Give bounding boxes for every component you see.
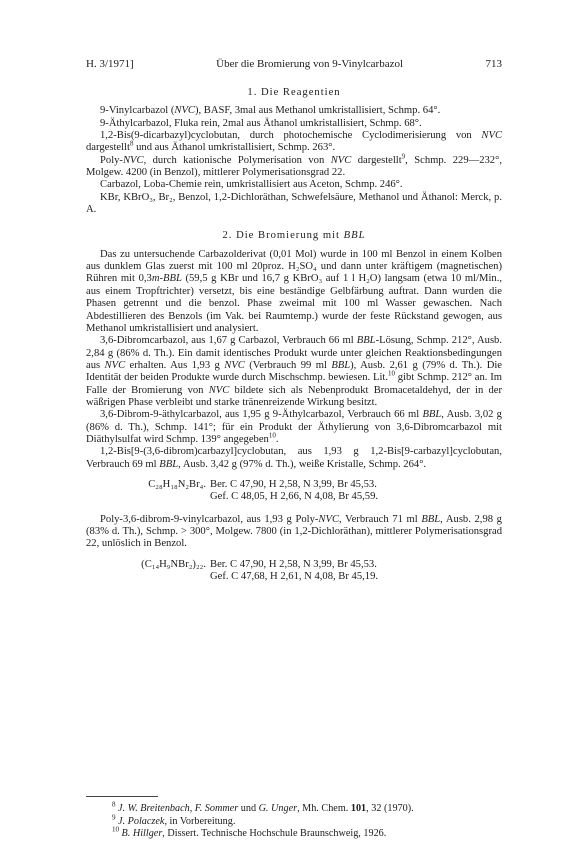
footnotes [86, 796, 502, 841]
paragraph-bis-dibromcarbazyl: 1,2-Bis[9-(3,6-dibrom)carbazyl]cyclobutan, aus 1,93 g 1,2-Bis[9-carbazyl]cyclobutan, Verbrauch 69 ml BBL, Ausb. 3,42 g (97% d. Th.), weiße Kristalle, Schmp. 264°. [86, 446, 502, 470]
running-head [86, 58, 502, 71]
footnote-8: $^8$ J. W. Breitenbach, F. Sommer und G. Unger, Mh. Chem. 101, 32 (1970). [112, 800, 414, 814]
section-heading-bromination: 2. Die Bromierung mit BBL [222, 230, 366, 242]
analysis-calculated: Ber. C 47,90, H 2,58, N 3,99, Br 45,53. [210, 478, 377, 490]
running-title: Über die Bromierung von 9-Vinylcarbazol [216, 58, 404, 70]
paragraph-dibrom-ethylcarbazol: 3,6-Dibrom-9-äthylcarbazol, aus 1,95 g 9-Äthylcarbazol, Verbrauch 66 ml BBL, Ausb. 3,02 g (86% d. Th.), Schmp. 141°; für ein Produkt der Äthylierung von 3,6-Dibromcarbazol mit Diäthylsulfat wird Schmp. 139° angegeben$^{10}$. [86, 409, 502, 445]
analysis-formula: (C₁₄H₉NBr₂)₂₂. [141, 558, 206, 570]
paragraph-cyclobutan: 1,2-Bis(9-dicarbazyl)cyclobutan, durch photochemische Cyclodimerisierung von NVC dargestellt$^8$ und aus Äthanol umkristallisiert, Schmp. 263°. [86, 130, 503, 154]
journal-issue: H. 3/1971] [86, 58, 134, 70]
elemental-analysis-1 [86, 479, 502, 504]
paragraph-ethylcarbazol: 9-Äthylcarbazol, Fluka rein, 2mal aus Äthanol umkristallisiert, Schmp. 68°. [100, 117, 422, 129]
footnote-10: $^{10}$ B. Hillger, Dissert. Technische Hochschule Braunschweig, 1926. [112, 825, 387, 839]
analysis-calculated: Ber. C 47,90, H 2,58, N 3,99, Br 45,53. [210, 558, 377, 570]
analysis-found: Gef. C 47,68, H 2,61, N 4,08, Br 45,19. [210, 571, 379, 583]
page-number: 713 [485, 58, 502, 70]
section-heading-reagents: 1. Die Reagentien [247, 87, 341, 98]
paragraph-poly-nvc: Poly-NVC, durch kationische Polymerisation von NVC dargestellt$^9$, Schmp. 229—232°, Molgew. 4200 (in Benzol), mittlerer Polymerisationsgrad 22. [86, 152, 502, 179]
elemental-analysis-2 [86, 559, 502, 584]
footnote-9: $^9$ J. Polaczek, in Vorbereitung. [112, 813, 236, 827]
paragraph-procedure: Das zu untersuchende Carbazolderivat (0,01 Mol) wurde in 100 ml Benzol in einem Kolben aus dunklem Glas zuerst mit 100 ml 20proz. H₂SO₄ und dann unter kräftigem (magnetischen) Rühren mit 0,3m-BBL (59,5 g KBr und 16,7 g KBrO₃ auf 1 l H₂O) langsam (etwa 10 ml/Min., aus einem Tropftrichter) versetzt, bis eine beständige Gelbfärbung auftrat. Dann wurden die Phasen getrennt und die benzol. Phase zweimal mit 100 ml Wasser gewaschen. Nach Abdestillieren des Benzols (im Vak. bei Raumtemp.) wurde der feste Rückstand gewogen, aus Methanol umkristallisiert und analysiert. [86, 248, 503, 334]
analysis-formula: C₂₈H₁₈N₂Br₄. [148, 478, 206, 490]
footnote-rule [86, 796, 158, 797]
analysis-found: Gef. C 48,05, H 2,66, N 4,08, Br 45,59. [210, 491, 379, 503]
paragraph-carbazol: Carbazol, Loba-Chemie rein, umkristallisiert aus Aceton, Schmp. 246°. [100, 179, 403, 191]
paragraph-chemicals: KBr, KBrO₃, Br₂, Benzol, 1,2-Dichloräthan, Schwefelsäure, Methanol und Äthanol: Merck, p. A. [86, 191, 502, 216]
paragraph-poly-dibrom: Poly-3,6-dibrom-9-vinylcarbazol, aus 1,93 g Poly-NVC, Verbrauch 71 ml BBL, Ausb. 2,98 g (83% d. Th.), Schmp. > 300°, Molgew. 7800 (in 1,2-Dichloräthan), mittlerer Polymerisationsgrad 22, unlöslich in Benzol. [86, 513, 502, 550]
paragraph-dibromcarbazol: 3,6-Dibromcarbazol, aus 1,67 g Carbazol, Verbrauch 66 ml BBL-Lösung, Schmp. 212°, Ausb. 2,84 g (86% d. Th.). Ein damit identisches Produkt wurde unter gleichen Reaktionsbedingungen aus NVC erhalten. Aus 1,93 g NVC (Verbrauch 99 ml BBL), Ausb. 2,61 g (79% d. Th.). Die Identität der beiden Produkte wurde durch Mischschmp. bewiesen. Lit.$^{10}$ gibt Schmp. 212° an. Im Falle der Bromierung von NVC bildete sich als Nebenprodukt Bromacetaldehyd, der in der wäßrigen Phase verbleibt und starke tränenreizende Wirkung besitzt. [86, 335, 503, 408]
paragraph-nvc: 9-Vinylcarbazol (NVC), BASF, 3mal aus Methanol umkristallisiert, Schmp. 64°. [100, 105, 441, 117]
